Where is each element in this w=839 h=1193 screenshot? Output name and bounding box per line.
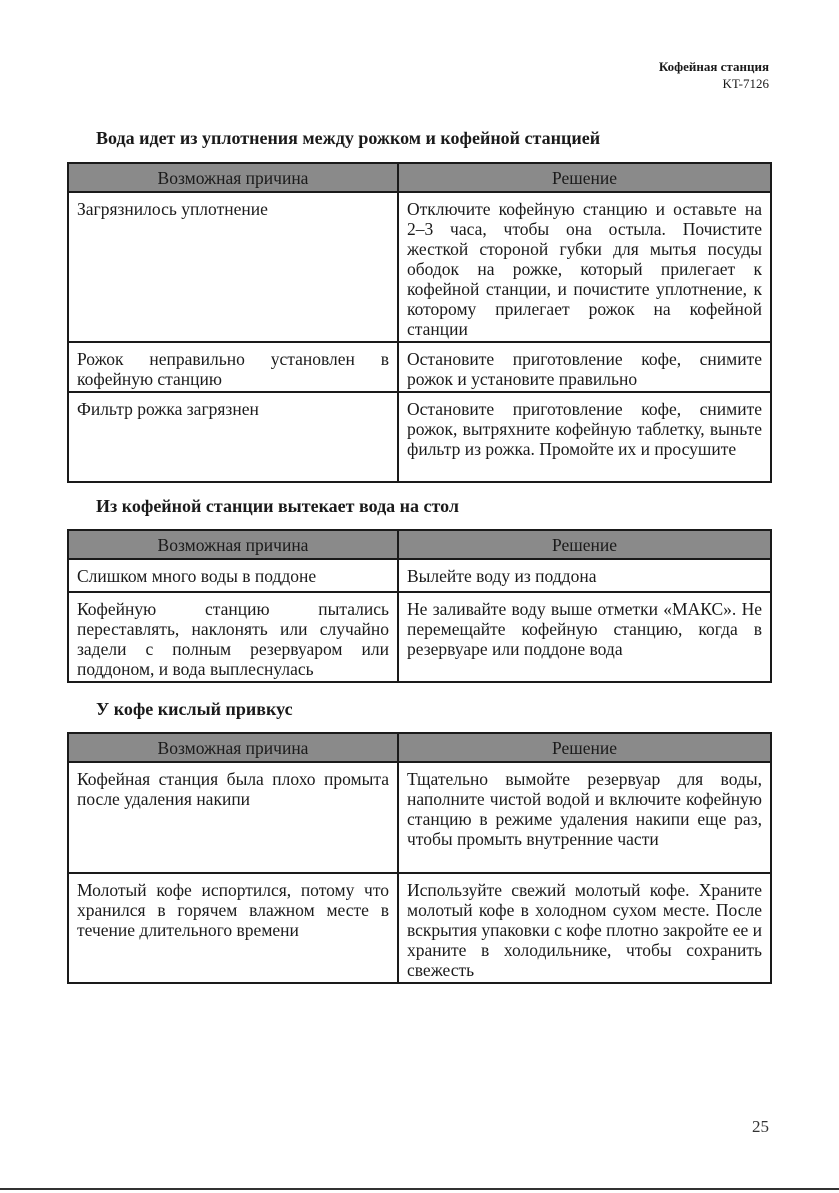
header-product: Кофейная станция	[658, 59, 769, 74]
cause-cell: Загрязнилось уплотнение	[68, 192, 398, 342]
column-header-solution: Решение	[398, 733, 771, 762]
cause-cell: Молотый кофе испортился, потому что хранился в горячем влажном месте в течение длительного времени	[68, 873, 398, 983]
section-title: Вода идет из уплотнения между рожком и кофейной станцией	[96, 128, 601, 148]
solution-cell: Вылейте воду из поддона	[398, 559, 771, 592]
table-row	[68, 192, 771, 342]
table-row	[68, 873, 771, 983]
table-row	[68, 392, 771, 482]
column-header-solution: Решение	[398, 163, 771, 192]
column-header-cause: Возможная причина	[68, 530, 398, 559]
cause-cell: Кофейную станцию пытались переставлять, наклонять или случайно задели с полным резервуаром или поддоном, и вода выплеснулась	[68, 592, 398, 682]
solution-cell: Используйте свежий молотый кофе. Храните молотый кофе в холодном сухом месте. После вскрытия упаковки с кофе плотно закройте ее и храните в холодильнике, чтобы сохранить свежесть	[398, 873, 771, 983]
solution-cell: Не заливайте воду выше отметки «МАКС». Не перемещайте кофейную станцию, когда в резервуаре или поддоне вода	[398, 592, 771, 682]
troubleshooting-table	[67, 732, 772, 984]
bottom-divider	[0, 1188, 839, 1190]
solution-cell: Остановите приготовление кофе, снимите рожок и установите правильно	[398, 342, 771, 392]
page-number: 25	[752, 1117, 769, 1136]
column-header-cause: Возможная причина	[68, 163, 398, 192]
table-row	[68, 762, 771, 873]
section-title: У кофе кислый привкус	[96, 699, 293, 719]
cause-cell: Рожок неправильно установлен в кофейную станцию	[68, 342, 398, 392]
cause-cell: Кофейная станция была плохо промыта после удаления накипи	[68, 762, 398, 873]
header-model: KT-7126	[722, 76, 769, 91]
solution-cell: Остановите приготовление кофе, снимите рожок, вытряхните кофейную таблетку, выньте фильтр из рожка. Промойте их и просушите	[398, 392, 771, 482]
table-row	[68, 342, 771, 392]
troubleshooting-table	[67, 529, 772, 683]
section-title: Из кофейной станции вытекает вода на стол	[96, 496, 460, 516]
table-header-row	[68, 733, 771, 762]
table-header-row	[68, 530, 771, 559]
column-header-solution: Решение	[398, 530, 771, 559]
cause-cell: Фильтр рожка загрязнен	[68, 392, 398, 482]
cause-cell: Слишком много воды в поддоне	[68, 559, 398, 592]
table-row	[68, 559, 771, 592]
table-header-row	[68, 163, 771, 192]
column-header-cause: Возможная причина	[68, 733, 398, 762]
table-row	[68, 592, 771, 682]
solution-cell: Отключите кофейную станцию и оставьте на 2–3 часа, чтобы она остыла. Почистите жесткой стороной губки для мытья посуды ободок на рожке, который прилегает к кофейной станции, и почистите уплотнение, к которому прилегает рожок на кофейной станции	[398, 192, 771, 342]
solution-cell: Тщательно вымойте резервуар для воды, наполните чистой водой и включите кофейную станцию в режиме удаления накипи еще раз, чтобы промыть внутренние части	[398, 762, 771, 873]
page-header	[659, 58, 769, 92]
troubleshooting-table	[67, 162, 772, 483]
